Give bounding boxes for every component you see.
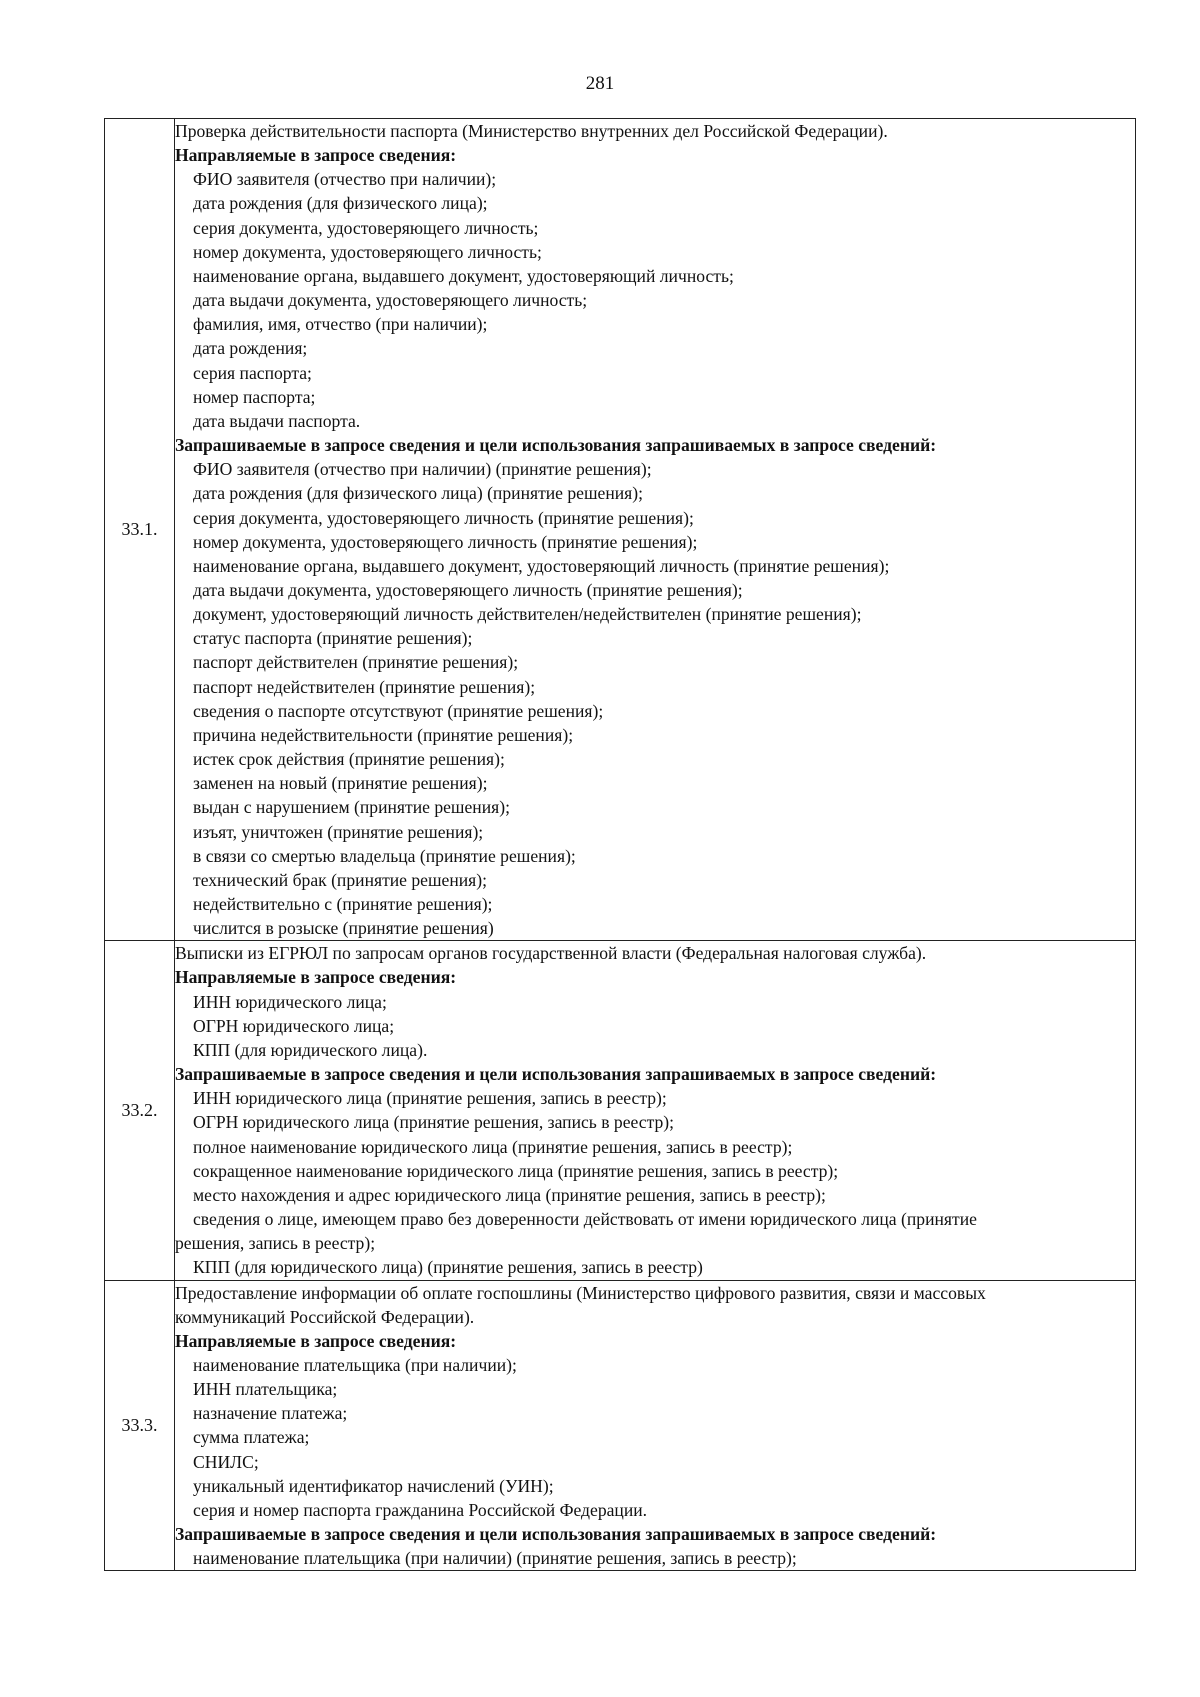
- page-number: 281: [585, 73, 615, 94]
- list-item: ИНН плательщика;: [193, 1379, 338, 1400]
- list-item: ОГРН юридического лица (принятие решения, запись в реестр);: [193, 1112, 675, 1133]
- row-content: [175, 119, 1136, 941]
- section-heading: Запрашиваемые в запросе сведения и цели использования запрашиваемых в запросе сведений:: [175, 1064, 937, 1085]
- list-item: дата рождения;: [193, 338, 308, 359]
- list-item: уникальный идентификатор начислений (УИН);: [193, 1475, 554, 1496]
- list-item: дата выдачи документа, удостоверяющего личность;: [193, 290, 588, 311]
- table-row: [105, 1280, 1136, 1571]
- list-item: место нахождения и адрес юридического лица (принятие решения, запись в реестр);: [193, 1184, 826, 1205]
- list-item: КПП (для юридического лица) (принятие решения, запись в реестр): [193, 1257, 703, 1278]
- list-item: серия паспорта;: [193, 362, 312, 383]
- list-item: полное наименование юридического лица (принятие решения, запись в реестр);: [193, 1136, 793, 1157]
- list-item: КПП (для юридического лица).: [193, 1039, 428, 1060]
- list-item: причина недействительности (принятие решения);: [193, 724, 574, 745]
- table-row: [105, 119, 1136, 941]
- list-item: числится в розыске (принятие решения): [193, 918, 494, 939]
- list-item: документ, удостоверяющий личность действителен/недействителен (принятие решения);: [193, 604, 862, 625]
- list-item: фамилия, имя, отчество (при наличии);: [193, 314, 488, 335]
- list-item: сокращенное наименование юридического лица (принятие решения, запись в реестр);: [193, 1160, 839, 1181]
- list-item: дата рождения (для физического лица) (принятие решения);: [193, 483, 644, 504]
- row-number: 33.2.: [105, 941, 175, 1280]
- row-number: 33.1.: [105, 119, 175, 941]
- list-item: ОГРН юридического лица;: [193, 1015, 395, 1036]
- requirements-table: [104, 118, 1136, 1571]
- row-number: 33.3.: [105, 1280, 175, 1571]
- list-item: паспорт действителен (принятие решения);: [193, 652, 519, 673]
- list-item: наименование органа, выдавшего документ, удостоверяющий личность;: [193, 265, 734, 286]
- list-item: дата выдачи документа, удостоверяющего личность (принятие решения);: [193, 579, 743, 600]
- list-item: выдан с нарушением (принятие решения);: [193, 797, 510, 818]
- list-item: сумма платежа;: [193, 1427, 310, 1448]
- list-item: наименование плательщика (при наличии) (принятие решения, запись в реестр);: [193, 1548, 797, 1569]
- paragraph-line: Проверка действительности паспорта (Министерство внутренних дел Российской Федерации).: [175, 121, 888, 141]
- section-heading: Направляемые в запросе сведения:: [175, 967, 457, 988]
- paragraph-line: Выписки из ЕГРЮЛ по запросам органов государственной власти (Федеральная налоговая служба).: [175, 943, 927, 964]
- list-item: номер паспорта;: [193, 386, 316, 407]
- list-item: дата рождения (для физического лица);: [193, 193, 488, 214]
- list-item: изъят, уничтожен (принятие решения);: [193, 821, 484, 842]
- table-body: [105, 119, 1136, 1571]
- list-item: СНИЛС;: [193, 1451, 259, 1472]
- list-item: наименование органа, выдавшего документ, удостоверяющий личность (принятие решения);: [193, 555, 890, 576]
- row-content: [175, 1280, 1136, 1571]
- list-item: назначение платежа;: [193, 1403, 348, 1424]
- list-item: паспорт недействителен (принятие решения);: [193, 676, 536, 697]
- list-item: заменен на новый (принятие решения);: [193, 773, 488, 794]
- list-item: ИНН юридического лица;: [193, 991, 387, 1012]
- list-item: дата выдачи паспорта.: [193, 410, 361, 431]
- section-heading: Запрашиваемые в запросе сведения и цели использования запрашиваемых в запросе сведений:: [175, 1524, 937, 1545]
- list-item: номер документа, удостоверяющего личность;: [193, 241, 542, 262]
- list-item: ФИО заявителя (отчество при наличии);: [193, 169, 497, 190]
- list-item: сведения о паспорте отсутствуют (принятие решения);: [193, 700, 604, 721]
- section-heading: Направляемые в запросе сведения:: [175, 1330, 457, 1351]
- paragraph-line: Предоставление информации об оплате госпошлины (Министерство цифрового развития, связи и массовых: [175, 1282, 986, 1303]
- list-item: в связи со смертью владельца (принятие решения);: [193, 845, 576, 866]
- paragraph-line: решения, запись в реестр);: [175, 1233, 376, 1254]
- list-item: статус паспорта (принятие решения);: [193, 628, 473, 649]
- list-item: серия документа, удостоверяющего личность (принятие решения);: [193, 507, 694, 528]
- list-item: ФИО заявителя (отчество при наличии) (принятие решения);: [193, 459, 652, 480]
- list-item: наименование плательщика (при наличии);: [193, 1354, 517, 1375]
- list-item: серия документа, удостоверяющего личность;: [193, 217, 539, 238]
- list-item: сведения о лице, имеющем право без доверенности действовать от имени юридического лица (принятие: [193, 1209, 977, 1230]
- row-content: [175, 941, 1136, 1280]
- section-heading: Запрашиваемые в запросе сведения и цели использования запрашиваемых в запросе сведений:: [175, 435, 937, 456]
- section-heading: Направляемые в запросе сведения:: [175, 145, 457, 166]
- list-item: недействительно с (принятие решения);: [193, 894, 493, 914]
- table-row: [105, 941, 1136, 1280]
- list-item: технический брак (принятие решения);: [193, 869, 488, 890]
- list-item: ИНН юридического лица (принятие решения, запись в реестр);: [193, 1088, 667, 1109]
- paragraph-line: коммуникаций Российской Федерации).: [175, 1306, 475, 1327]
- list-item: истек срок действия (принятие решения);: [193, 749, 505, 770]
- list-item: серия и номер паспорта гражданина Российской Федерации.: [193, 1499, 648, 1520]
- list-item: номер документа, удостоверяющего личность (принятие решения);: [193, 531, 698, 552]
